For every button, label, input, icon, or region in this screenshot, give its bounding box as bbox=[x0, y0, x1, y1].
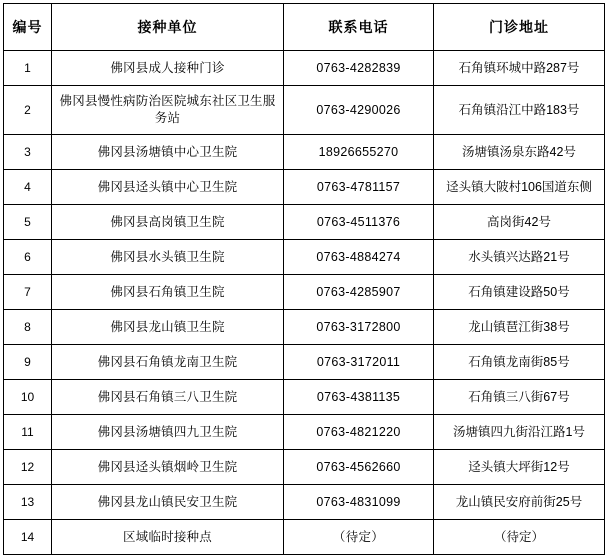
column-header-address: 门诊地址 bbox=[434, 4, 605, 51]
cell-id: 8 bbox=[4, 310, 52, 345]
table-row bbox=[4, 450, 605, 485]
cell-address: 汤塘镇汤泉东路42号 bbox=[434, 135, 605, 170]
cell-address: 水头镇兴达路21号 bbox=[434, 240, 605, 275]
cell-phone: 0763-4381135 bbox=[284, 380, 434, 415]
table-row bbox=[4, 415, 605, 450]
cell-unit: 佛冈县迳头镇中心卫生院 bbox=[52, 170, 284, 205]
cell-unit: 佛冈县迳头镇烟岭卫生院 bbox=[52, 450, 284, 485]
cell-id: 3 bbox=[4, 135, 52, 170]
cell-phone: 0763-4282839 bbox=[284, 51, 434, 86]
cell-phone: 0763-4511376 bbox=[284, 205, 434, 240]
cell-address: 石角镇环城中路287号 bbox=[434, 51, 605, 86]
cell-unit: 佛冈县成人接种门诊 bbox=[52, 51, 284, 86]
cell-phone: 0763-4290026 bbox=[284, 86, 434, 135]
table-body bbox=[4, 51, 605, 555]
table-row bbox=[4, 310, 605, 345]
cell-address: 迳头镇大陂村106国道东侧 bbox=[434, 170, 605, 205]
cell-address: 石角镇建设路50号 bbox=[434, 275, 605, 310]
cell-id: 9 bbox=[4, 345, 52, 380]
cell-unit: 佛冈县龙山镇民安卫生院 bbox=[52, 485, 284, 520]
cell-id: 11 bbox=[4, 415, 52, 450]
cell-id: 2 bbox=[4, 86, 52, 135]
cell-phone: 0763-4781157 bbox=[284, 170, 434, 205]
table-row bbox=[4, 380, 605, 415]
cell-unit: 佛冈县汤塘镇四九卫生院 bbox=[52, 415, 284, 450]
table-row bbox=[4, 170, 605, 205]
cell-phone: 0763-4884274 bbox=[284, 240, 434, 275]
cell-address: 龙山镇琶江街38号 bbox=[434, 310, 605, 345]
column-header-id: 编号 bbox=[4, 4, 52, 51]
cell-address: 高岗街42号 bbox=[434, 205, 605, 240]
cell-phone: 0763-4821220 bbox=[284, 415, 434, 450]
table-row bbox=[4, 240, 605, 275]
column-header-phone: 联系电话 bbox=[284, 4, 434, 51]
cell-phone: 0763-3172800 bbox=[284, 310, 434, 345]
table-row bbox=[4, 86, 605, 135]
table-header bbox=[4, 4, 605, 51]
cell-phone: 0763-4831099 bbox=[284, 485, 434, 520]
cell-address: （待定） bbox=[434, 520, 605, 555]
table-row bbox=[4, 135, 605, 170]
table-row bbox=[4, 205, 605, 240]
cell-id: 4 bbox=[4, 170, 52, 205]
cell-unit: 佛冈县汤塘镇中心卫生院 bbox=[52, 135, 284, 170]
cell-address: 石角镇沿江中路183号 bbox=[434, 86, 605, 135]
table-row bbox=[4, 520, 605, 555]
cell-id: 14 bbox=[4, 520, 52, 555]
table-row bbox=[4, 345, 605, 380]
cell-unit: 佛冈县水头镇卫生院 bbox=[52, 240, 284, 275]
cell-id: 10 bbox=[4, 380, 52, 415]
cell-phone: 0763-4562660 bbox=[284, 450, 434, 485]
cell-id: 12 bbox=[4, 450, 52, 485]
vaccination-sites-table bbox=[3, 3, 605, 555]
cell-unit: 佛冈县龙山镇卫生院 bbox=[52, 310, 284, 345]
cell-address: 汤塘镇四九街沿江路1号 bbox=[434, 415, 605, 450]
cell-unit: 佛冈县慢性病防治医院城东社区卫生服务站 bbox=[52, 86, 284, 135]
table-header-row bbox=[4, 4, 605, 51]
table-row bbox=[4, 51, 605, 86]
table-row bbox=[4, 485, 605, 520]
cell-address: 石角镇三八街67号 bbox=[434, 380, 605, 415]
cell-id: 6 bbox=[4, 240, 52, 275]
cell-unit: 区域临时接种点 bbox=[52, 520, 284, 555]
cell-id: 7 bbox=[4, 275, 52, 310]
cell-unit: 佛冈县石角镇龙南卫生院 bbox=[52, 345, 284, 380]
cell-id: 13 bbox=[4, 485, 52, 520]
cell-phone: 0763-4285907 bbox=[284, 275, 434, 310]
cell-unit: 佛冈县石角镇三八卫生院 bbox=[52, 380, 284, 415]
column-header-unit: 接种单位 bbox=[52, 4, 284, 51]
cell-phone: 0763-3172011 bbox=[284, 345, 434, 380]
cell-phone: （待定） bbox=[284, 520, 434, 555]
cell-phone: 18926655270 bbox=[284, 135, 434, 170]
cell-unit: 佛冈县高岗镇卫生院 bbox=[52, 205, 284, 240]
cell-id: 1 bbox=[4, 51, 52, 86]
cell-unit: 佛冈县石角镇卫生院 bbox=[52, 275, 284, 310]
table-row bbox=[4, 275, 605, 310]
cell-id: 5 bbox=[4, 205, 52, 240]
cell-address: 龙山镇民安府前街25号 bbox=[434, 485, 605, 520]
cell-address: 迳头镇大坪街12号 bbox=[434, 450, 605, 485]
cell-address: 石角镇龙南街85号 bbox=[434, 345, 605, 380]
